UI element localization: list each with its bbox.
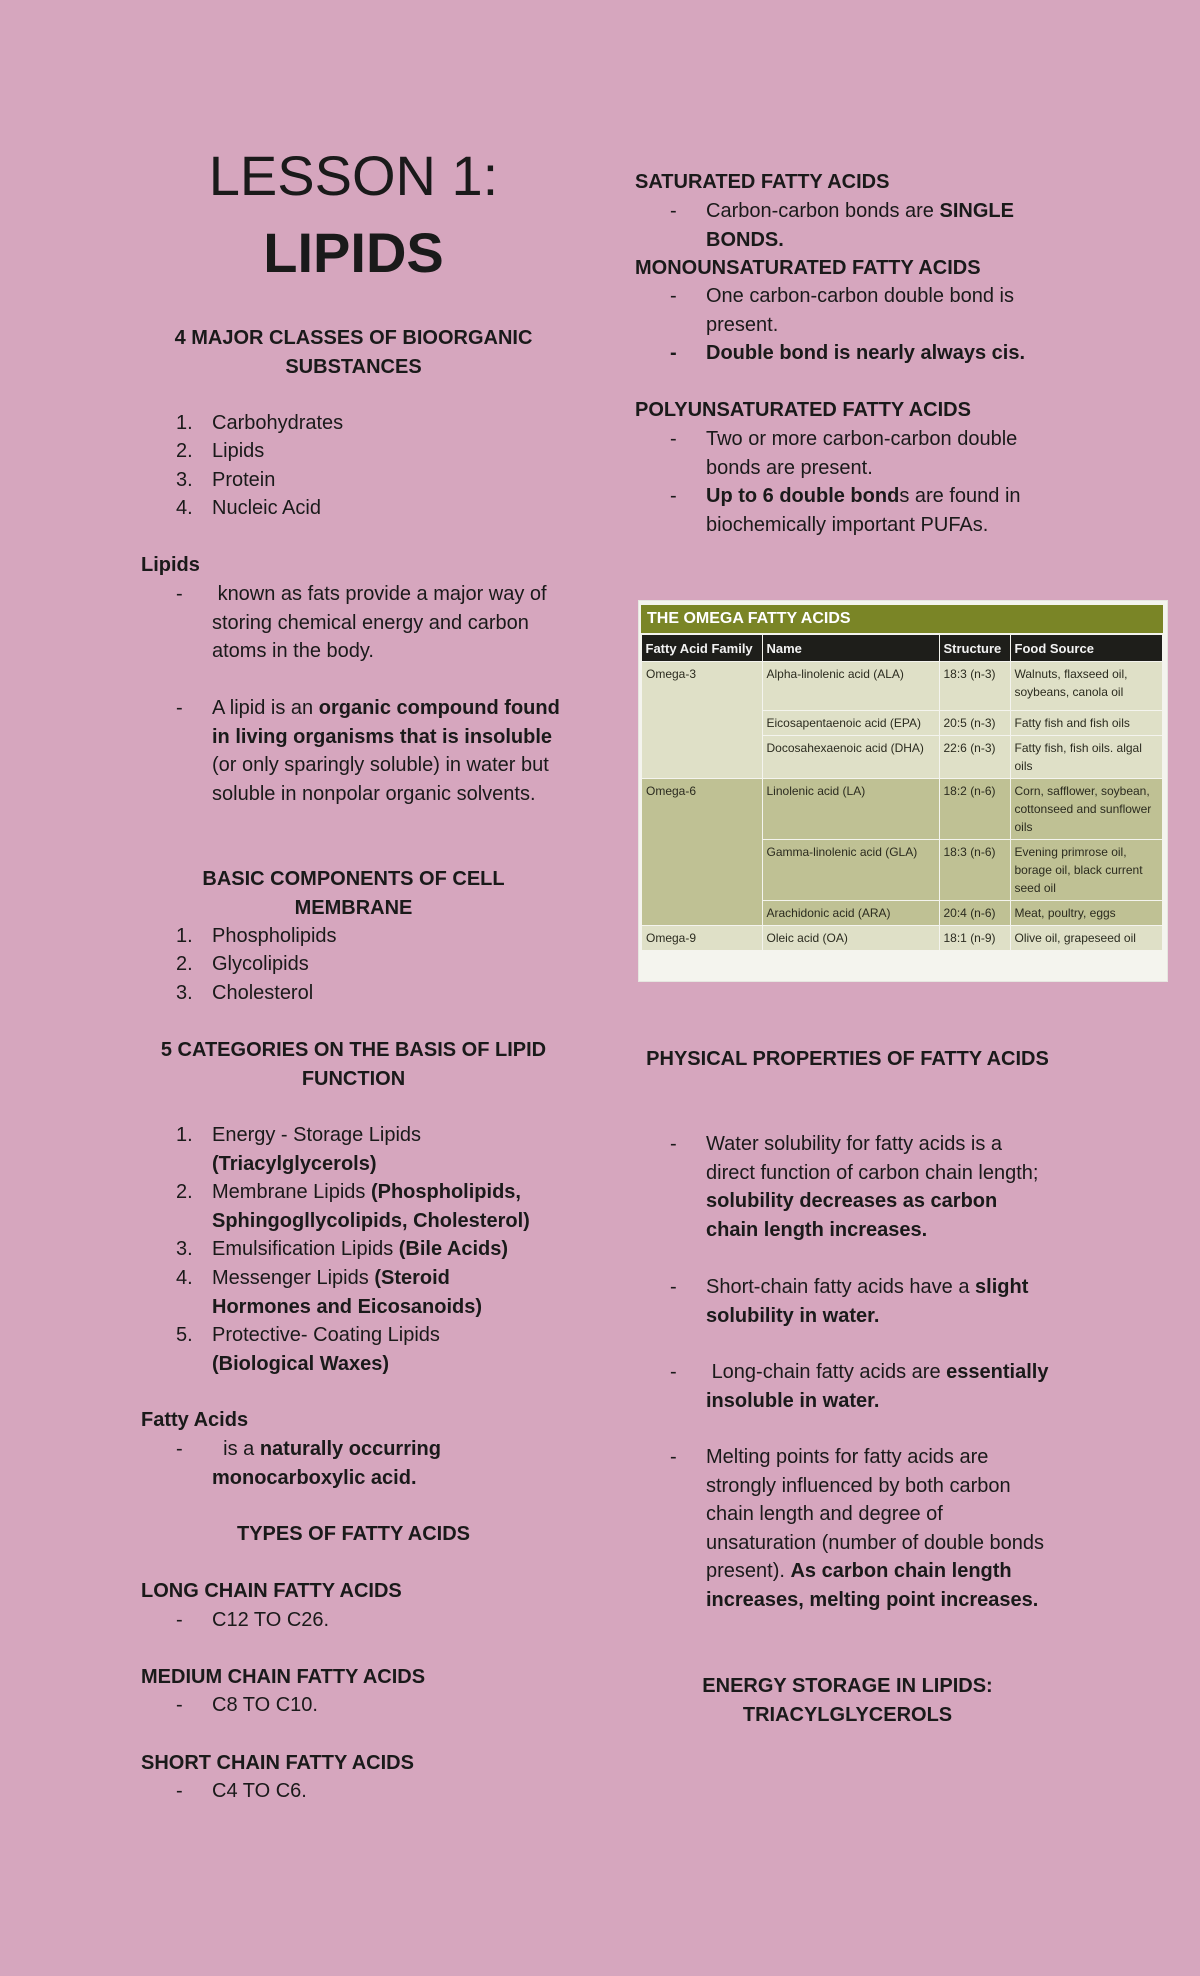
short-chain-heading: SHORT CHAIN FATTY ACIDS <box>141 1752 414 1774</box>
table-cell: Omega-6 <box>642 779 763 926</box>
omega-table <box>641 635 1163 951</box>
lipids-heading: Lipids <box>141 554 200 576</box>
table-cell: Corn, safflower, soybean, cottonseed and sunflower oils <box>1010 779 1163 840</box>
table-cell: Gamma-linolenic acid (GLA) <box>762 840 939 901</box>
membrane-heading: BASIC COMPONENTS OF CELL MEMBRANE <box>202 868 505 919</box>
table-cell: Eicosapentaenoic acid (EPA) <box>762 711 939 736</box>
table-cell: Evening primrose oil, borage oil, black current seed oil <box>1010 840 1163 901</box>
categories-heading: 5 CATEGORIES ON THE BASIS OF LIPID FUNCTION <box>160 1039 547 1090</box>
table-title: THE OMEGA FATTY ACIDS <box>641 605 1163 633</box>
column-header: Name <box>762 635 939 662</box>
physical-heading: PHYSICAL PROPERTIES OF FATTY ACIDS <box>646 1048 1049 1070</box>
table-cell: Arachidonic acid (ARA) <box>762 901 939 926</box>
table-row <box>642 779 1163 840</box>
table-row <box>642 662 1163 711</box>
types-heading: TYPES OF FATTY ACIDS <box>237 1523 470 1545</box>
table-cell: 18:3 (n-3) <box>939 662 1010 711</box>
table-cell: 20:4 (n-6) <box>939 901 1010 926</box>
table-row <box>642 926 1163 951</box>
table-cell: Oleic acid (OA) <box>762 926 939 951</box>
lesson-title: LESSON 1: <box>208 144 499 207</box>
poly-heading: POLYUNSATURATED FATTY ACIDS <box>635 399 971 421</box>
column-header: Fatty Acid Family <box>642 635 763 662</box>
table-cell: 18:2 (n-6) <box>939 779 1010 840</box>
table-cell: 20:5 (n-3) <box>939 711 1010 736</box>
column-header: Structure <box>939 635 1010 662</box>
table-cell: Olive oil, grapeseed oil <box>1010 926 1163 951</box>
medium-chain-heading: MEDIUM CHAIN FATTY ACIDS <box>141 1666 426 1688</box>
fatty-acids-heading: Fatty Acids <box>141 1409 249 1431</box>
table-cell: 18:3 (n-6) <box>939 840 1010 901</box>
long-chain-heading: LONG CHAIN FATTY ACIDS <box>141 1580 402 1602</box>
table-cell: Linolenic acid (LA) <box>762 779 939 840</box>
table-cell: Omega-9 <box>642 926 763 951</box>
table-cell: Fatty fish, fish oils. algal oils <box>1010 736 1163 779</box>
table-cell: Omega-3 <box>642 662 763 779</box>
table-cell: Walnuts, flaxseed oil, soybeans, canola oil <box>1010 662 1163 711</box>
lesson-subtitle: LIPIDS <box>263 221 444 284</box>
energy-heading: ENERGY STORAGE IN LIPIDS: TRIACYLGLYCEROLS <box>702 1675 993 1726</box>
column-header: Food Source <box>1010 635 1163 662</box>
omega-fatty-acids-table <box>638 600 1168 982</box>
table-cell: Alpha-linolenic acid (ALA) <box>762 662 939 711</box>
table-cell: 22:6 (n-3) <box>939 736 1010 779</box>
classes-heading: 4 MAJOR CLASSES OF BIOORGANIC SUBSTANCES <box>174 327 533 378</box>
mono-heading: MONOUNSATURATED FATTY ACIDS <box>635 257 981 279</box>
table-cell: Fatty fish and fish oils <box>1010 711 1163 736</box>
table-cell: Meat, poultry, eggs <box>1010 901 1163 926</box>
table-cell: 18:1 (n-9) <box>939 926 1010 951</box>
table-cell: Docosahexaenoic acid (DHA) <box>762 736 939 779</box>
saturated-heading: SATURATED FATTY ACIDS <box>635 171 890 193</box>
